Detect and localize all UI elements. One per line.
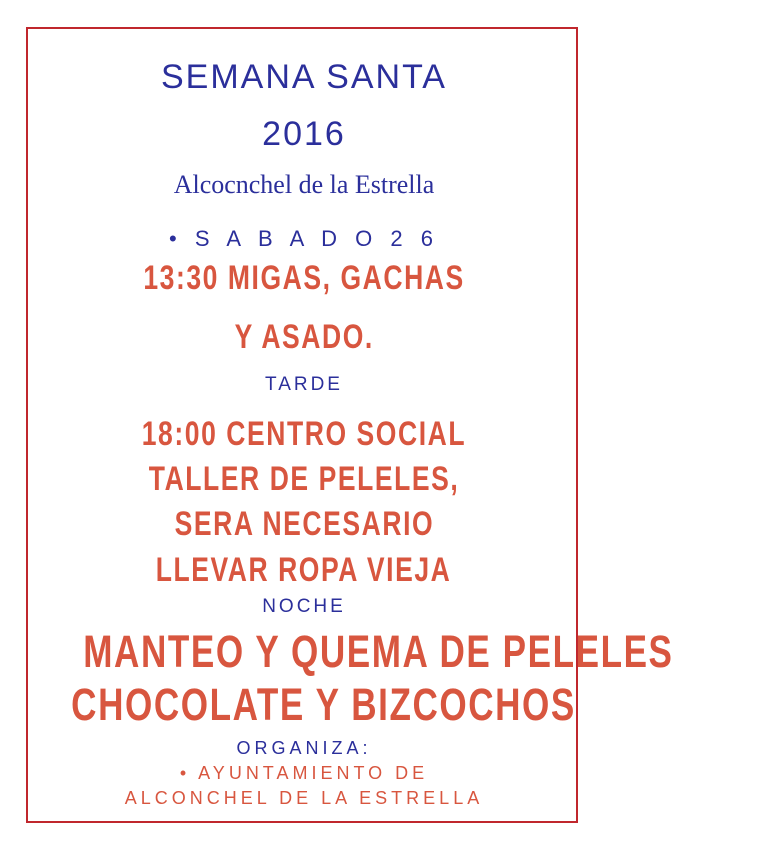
night-line-1: MANTEO Y QUEMA DE PELELES (83, 626, 674, 677)
organizer-heading: ORGANIZA: (236, 738, 372, 758)
afternoon-line-3: SERA NECESARIO (174, 505, 434, 543)
organizer-line-1: • AYUNTAMIENTO DE (179, 763, 429, 783)
night-line-2-wrap (0, 679, 608, 731)
lunch-line-1: 13:30 MIGAS, GACHAS (143, 259, 465, 297)
organizer-line-2: ALCONCHEL DE LA ESTRELLA (124, 788, 484, 808)
night-line-2: CHOCOLATE Y BIZCOCHOS (71, 679, 576, 730)
night-heading: NOCHE (262, 596, 346, 617)
afternoon-line-1-wrap (0, 415, 608, 454)
afternoon-line-1: 18:00 CENTRO SOCIAL (141, 415, 467, 453)
afternoon-line-2-wrap (0, 460, 608, 499)
lunch-line-2-wrap (0, 318, 608, 357)
lunch-line-1-wrap (0, 259, 608, 298)
afternoon-line-4: LLEVAR ROPA VIEJA (156, 551, 452, 589)
afternoon-line-3-wrap (0, 505, 608, 544)
afternoon-heading: TARDE (265, 374, 343, 395)
night-line-1-wrap (0, 626, 674, 678)
afternoon-line-4-wrap (0, 551, 608, 590)
poster-subtitle: Alcocnchel de la Estrella (173, 170, 435, 199)
poster-title: SEMANA SANTA (161, 58, 447, 96)
lunch-line-2: Y ASADO. (234, 318, 374, 356)
day-heading: • S A B A D O 2 6 (169, 226, 439, 251)
afternoon-line-2: TALLER DE PELELES, (148, 460, 460, 498)
poster-year: 2016 (262, 115, 346, 153)
